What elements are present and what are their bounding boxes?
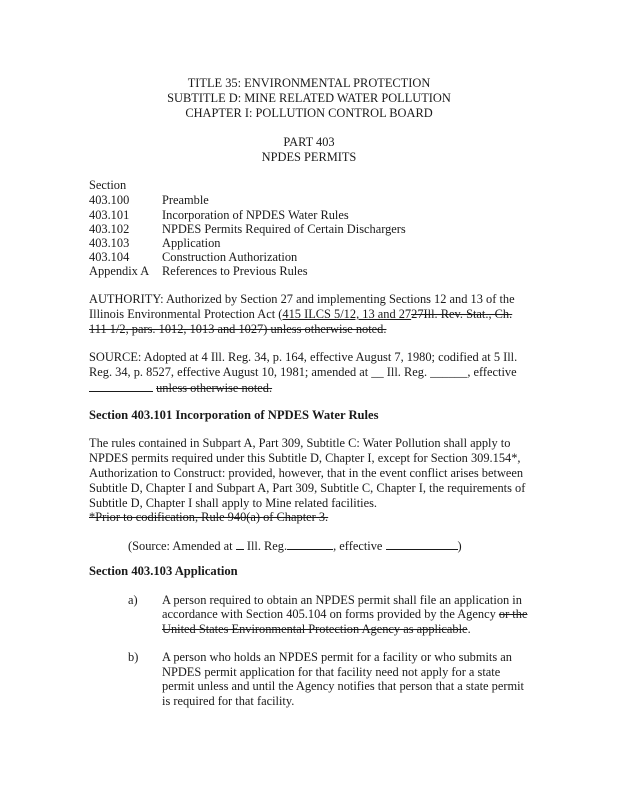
toc-title: Incorporation of NPDES Water Rules — [162, 208, 349, 222]
blank-line — [386, 538, 458, 550]
toc-number: Appendix A — [89, 264, 150, 278]
toc-number: 403.100 — [89, 193, 130, 207]
blank-line — [236, 538, 244, 550]
toc-row — [89, 264, 308, 279]
source-deleted: unless otherwise noted. — [156, 381, 273, 395]
toc-row — [89, 193, 209, 208]
subsection-a-letter: a) — [128, 593, 138, 607]
authority-line-2 — [89, 307, 512, 322]
section-101-heading: Section 403.101 Incorporation of NPDES Water Rules — [89, 408, 379, 422]
toc-number: 403.103 — [89, 236, 130, 250]
toc-heading: Section — [89, 178, 127, 192]
subsection-b-line: permit unless and until the Agency notifies that person that a state permit — [162, 679, 524, 693]
subsection-a-line — [162, 607, 527, 622]
toc-title: Application — [162, 236, 221, 250]
toc-title: Preamble — [162, 193, 209, 207]
section-101-line: Subtitle D, Chapter I and Subpart A, Part 309, Subtitle C, Chapter I, the requirements of — [89, 481, 526, 495]
section-103-heading: Section 403.103 Application — [89, 564, 238, 578]
authority-citation: 415 ILCS 5/12, 13 and 27 — [282, 307, 412, 321]
source-note-text: (Source: Amended at — [128, 539, 233, 553]
source-note-text: ) — [457, 539, 462, 553]
source-note-text: , effective — [333, 539, 383, 553]
toc-number: 403.102 — [89, 222, 130, 236]
section-101-line: NPDES permits required under this Subtitle D, Chapter I, except for Section 309.154*, — [89, 451, 521, 465]
subsection-a-deleted: United States Environmental Protection Agency as applicable — [162, 622, 468, 636]
section-101-line: The rules contained in Subpart A, Part 309, Subtitle C: Water Pollution shall apply to — [89, 436, 511, 450]
subsection-a-deleted: or the — [498, 607, 528, 621]
authority-line-3: 111 1/2, pars. 1012, 1013 and 1027) unless otherwise noted. — [89, 322, 387, 336]
authority-text: Illinois Environmental Protection Act ( — [89, 307, 283, 321]
subsection-b-line: A person who holds an NPDES permit for a facility or who submits an — [162, 650, 512, 664]
subsection-a-line — [162, 622, 471, 637]
toc-title: NPDES Permits Required of Certain Dischargers — [162, 222, 406, 236]
section-101-line: Authorization to Construct: provided, however, that in the event conflict arises between — [89, 466, 524, 480]
section-101-line: Subtitle D, Chapter I shall apply to Mine related facilities. — [89, 496, 378, 510]
subsection-b-line: NPDES permit application for that facility need not apply for a state — [162, 665, 501, 679]
subtitle-line: SUBTITLE D: MINE RELATED WATER POLLUTION — [167, 91, 451, 105]
toc-title: References to Previous Rules — [162, 264, 308, 278]
subsection-b-line: is required for that facility. — [162, 694, 295, 708]
section-101-footnote: *Prior to codification, Rule 940(a) of Chapter 3. — [89, 510, 329, 524]
subsection-a-text: accordance with Section 405.104 on forms provided by the Agency — [162, 607, 496, 621]
blank-line — [89, 380, 153, 392]
subsection-a-line: A person required to obtain an NPDES permit shall file an application in — [162, 593, 522, 607]
toc-number: 403.104 — [89, 250, 130, 264]
part-name: NPDES PERMITS — [261, 150, 357, 164]
source-line-3 — [89, 380, 272, 396]
section-101-source-note — [128, 538, 462, 554]
part-line: PART 403 — [283, 135, 335, 149]
source-line-2: Reg. 34, p. 8527, effective August 10, 1981; amended at __ Ill. Reg. ______, effective — [89, 365, 517, 379]
toc-number: 403.101 — [89, 208, 130, 222]
subsection-b-letter: b) — [128, 650, 139, 664]
blank-line — [287, 538, 333, 550]
subsection-a-end: . — [467, 622, 471, 636]
authority-line-1: AUTHORITY: Authorized by Section 27 and implementing Sections 12 and 13 of the — [89, 292, 515, 306]
authority-deleted: 27Ill. Rev. Stat., Ch. — [411, 307, 513, 321]
source-line-1: SOURCE: Adopted at 4 Ill. Reg. 34, p. 164, effective August 7, 1980; codified at 5 Ill. — [89, 350, 518, 364]
source-note-text: Ill. Reg. — [246, 539, 288, 553]
title-line: TITLE 35: ENVIRONMENTAL PROTECTION — [187, 76, 431, 90]
chapter-line: CHAPTER I: POLLUTION CONTROL BOARD — [185, 106, 433, 120]
toc-title: Construction Authorization — [162, 250, 298, 264]
